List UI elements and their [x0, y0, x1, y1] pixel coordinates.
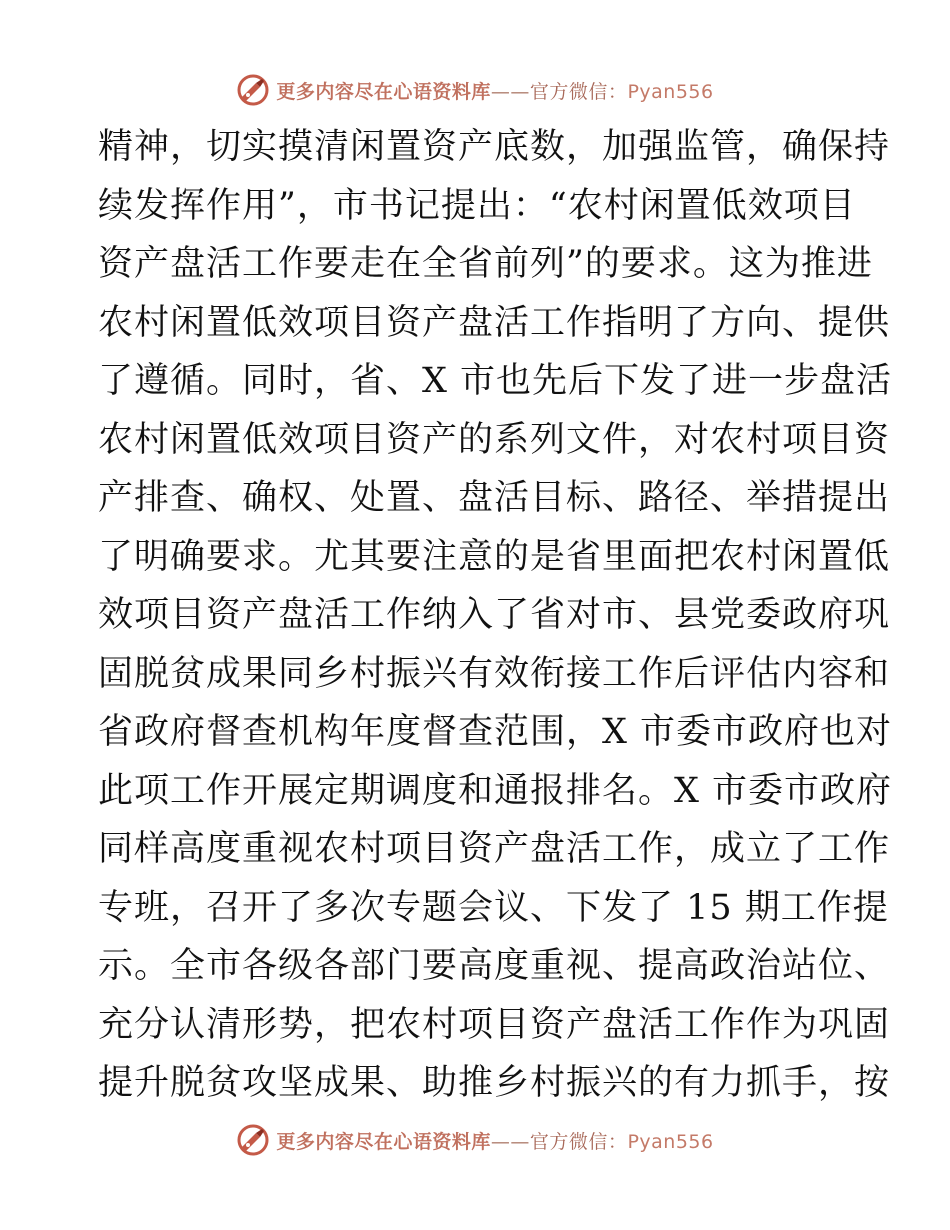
body-line: 省政府督查机构年度督查范围，X 市委市政府也对 — [98, 712, 893, 752]
body-line: 同样高度重视农村项目资产盘活工作，成立了工作 — [98, 829, 891, 869]
footer-watermark — [0, 1120, 950, 1160]
body-line: 了明确要求。尤其要注意的是省里面把农村闲置低 — [98, 536, 891, 577]
body-line: 固脱贫成果同乡村振兴有效衔接工作后评估内容和 — [98, 653, 891, 694]
header-watermark — [0, 70, 950, 110]
body-line: 产排查、确权、处置、盘活目标、路径、举措提出 — [98, 478, 891, 518]
pen-logo-icon — [236, 1123, 270, 1157]
header-separator: —— — [490, 80, 530, 103]
footer-site-name: 更多内容尽在心语资料库 — [276, 1130, 491, 1153]
header-banner-text — [276, 77, 713, 104]
footer-wechat-label: 官方微信： — [529, 1130, 628, 1153]
body-line: 充分认清形势，把农村项目资产盘活工作作为巩固 — [98, 1004, 891, 1045]
body-line: 效项目资产盘活工作纳入了省对市、县党委政府巩 — [98, 595, 891, 635]
header-wechat-handle: Pyan556 — [627, 80, 714, 103]
footer-separator: —— — [490, 1130, 530, 1153]
body-line: 精神，切实摸清闲置资产底数，加强监管，确保持 — [98, 127, 891, 167]
pen-logo-icon — [236, 73, 270, 107]
body-line: 提升脱贫攻坚成果、助推乡村振兴的有力抓手，按 — [98, 1063, 891, 1103]
body-line: 此项工作开展定期调度和通报排名。X 市委市政府 — [98, 770, 893, 811]
header-site-name: 更多内容尽在心语资料库 — [276, 80, 491, 103]
document-body — [98, 118, 893, 1113]
body-line: 示。全市各级各部门要高度重视、提高政治站位、 — [98, 946, 891, 986]
footer-wechat-handle: Pyan556 — [627, 1130, 714, 1153]
body-line: 续发挥作用”，市书记提出：“农村闲置低效项目 — [98, 185, 856, 226]
header-wechat-label: 官方微信： — [529, 80, 628, 103]
body-line: 资产盘活工作要走在全省前列”的要求。这为推进 — [98, 244, 873, 284]
body-line: 农村闲置低效项目资产盘活工作指明了方向、提供 — [98, 302, 891, 343]
footer-banner-text — [276, 1127, 713, 1154]
body-line: 专班，召开了多次专题会议、下发了 15 期工作提 — [98, 887, 889, 928]
body-line: 了遵循。同时，省、X 市也先后下发了进一步盘活 — [98, 361, 893, 401]
body-line: 农村闲置低效项目资产的系列文件，对农村项目资 — [98, 419, 891, 460]
